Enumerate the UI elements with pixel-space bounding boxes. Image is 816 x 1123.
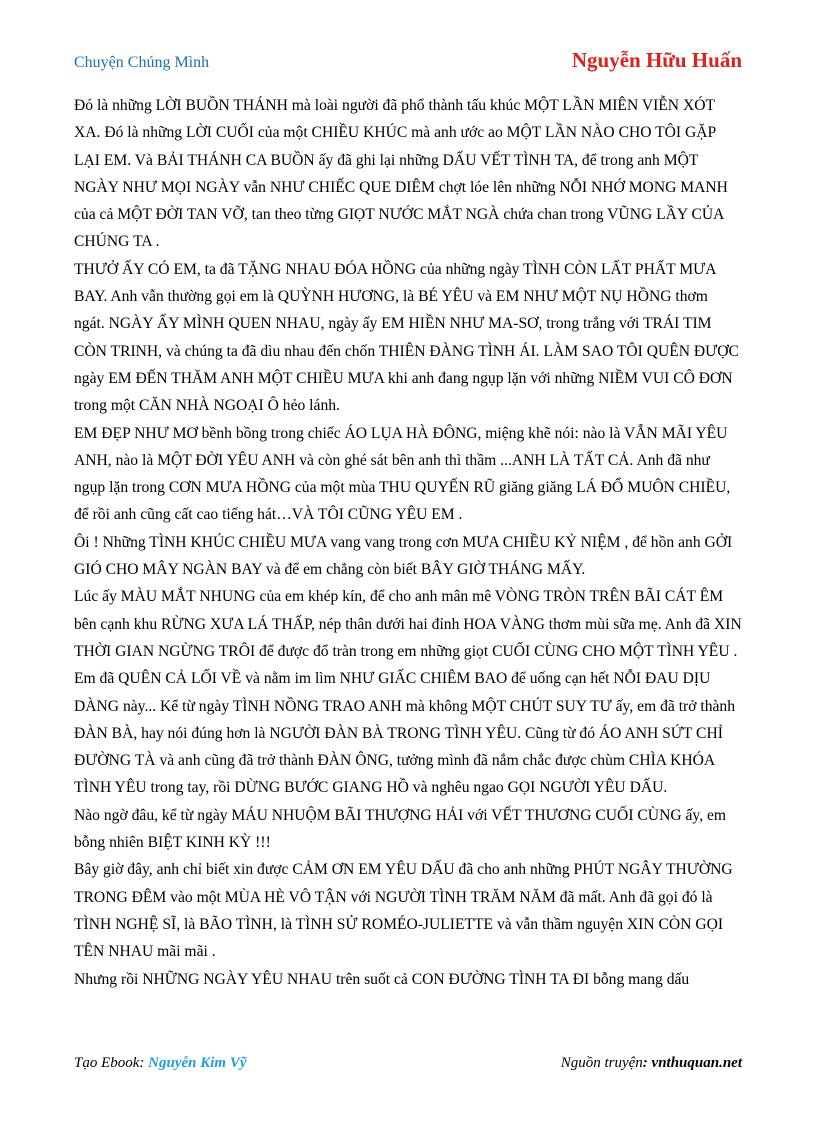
source-credit — [561, 1055, 742, 1072]
source-site: vnthuquan.net — [651, 1055, 742, 1071]
paragraph-6: Nào ngờ đâu, kể từ ngày MÁU NHUỘM BÃI THƯỢNG HẢI với VẾT THƯƠNG CUỐI CÙNG ấy, em bỗng nhiên BIỆT KINH KỲ !!! — [74, 806, 727, 852]
page-header — [74, 48, 742, 78]
page-footer — [74, 1055, 742, 1079]
paragraph-5: Lúc ấy MÀU MẮT NHUNG của em khép kín, để cho anh mân mê VÒNG TRÒN TRÊN BÃI CÁT ÊM bên cạnh khu RỪNG XƯA LÁ THẤP, nép thân dưới hai đỉnh HOA VÀNG thơm mùi sữa mẹ. Anh đã XIN THỜI GIAN NGỪNG TRÔI để được đổ tràn trong em những giọt CUỐI CÙNG CHO MỘT TÌNH YÊU . Em đã QUÊN CẢ LỐI VỀ và nằm im lìm NHƯ GIẤC CHIÊM BAO để uống cạn hết NỖI ĐAU DỊU DÀNG này... Kể từ ngày TÌNH NỒNG TRAO ANH mà không MỘT CHÚT SUY TƯ ấy, em đã trở thành ĐÀN BÀ, hay nói đúng hơn là NGƯỜI ĐÀN BÀ TRONG TÌNH YÊU. Cũng từ đó ÁO ANH SỨT CHỈ ĐƯỜNG TÀ và anh cũng đã trở thành ĐÀN ÔNG, tưởng mình đã nắm chắc được chùm CHÌA KHÓA TÌNH YÊU trong tay, rồi DỪNG BƯỚC GIANG HỒ và nghêu ngao GỌI NGƯỜI YÊU DẤU. — [74, 588, 742, 797]
ebook-credit — [74, 1055, 247, 1072]
ebook-credit-label: Tạo Ebook — [74, 1055, 140, 1071]
source-credit-separator: : — [642, 1055, 652, 1071]
paragraph-7: Bây giờ đây, anh chỉ biết xin được CẢM ƠN EM YÊU DẤU đã cho anh những PHÚT NGÂY THƯỜNG TRONG ĐÊM vào một MÙA HÈ VÔ TẬN với NGƯỜI TÌNH TRĂM NĂM đã mất. Anh đã gọi đó là TÌNH NGHỆ SĨ, là BÃO TÌNH, là TÌNH SỬ ROMÉO-JULIETTE và vẫn thầm nguyện XIN CÒN GỌI TÊN NHAU mãi mãi . — [74, 861, 733, 961]
author-name: Nguyễn Hữu Huấn — [571, 48, 742, 72]
paragraph-3: EM ĐẸP NHƯ MƠ bềnh bồng trong chiếc ÁO LỤA HÀ ĐÔNG, miệng khẽ nói: nào là VẪN MÃI YÊU ANH, nào là MỘT ĐỜI YÊU ANH và còn ghé sát bên anh thì thầm ...ANH LÀ TẤT CẢ. Anh đã như ngụp lặn trong CƠN MƯA HỒNG của một mùa THU QUYẾN RŨ giăng giăng LÁ ĐỔ MUÔN CHIỀU, để rồi anh cũng cất cao tiếng hát…VÀ TÔI CŨNG YÊU EM . — [74, 424, 731, 524]
source-credit-label: Nguồn truyện — [560, 1055, 643, 1071]
paragraph-1: Đó là những LỜI BUỒN THÁNH mà loài người đã phổ thành tấu khúc MỘT LẦN MIÊN VIỄN XÓT XA. Đó là những LỜI CUỐI của một CHIỀU KHÚC mà anh ước ao MỘT LẦN NÀO CHO TÔI GẶP LẠI EM. Và BẢI THÁNH CA BUỒN ấy đã ghi lại những DẤU VẾT TÌNH TA, để trong anh MỘT NGÀY NHƯ MỌI NGÀY vẫn NHƯ CHIẾC QUE DIÊM chợt lóe lên những NỖI NHỚ MONG MANH của cả MỘT ĐỜI TAN VỠ, tan theo từng GIỌT NƯỚC MẮT NGÀ chứa chan trong VŨNG LẦY CỦA CHÚNG TA . — [74, 97, 728, 251]
paragraph-8: Nhưng rồi NHỮNG NGÀY YÊU NHAU trên suốt cả CON ĐƯỜNG TÌNH TA ĐI bỗng mang dấu — [74, 970, 690, 988]
page-body — [74, 92, 742, 993]
book-title: Chuyện Chúng Mình — [74, 54, 210, 71]
paragraph-2: THƯỞ ẤY CÓ EM, ta đã TẶNG NHAU ĐÓA HỒNG của những ngày TÌNH CÒN LẤT PHẤT MƯA BAY. Anh vẫn thường gọi em là QUỲNH HƯƠNG, là BÉ YÊU và EM NHƯ MỘT NỤ HỒNG thơm ngát. NGÀY ẤY MÌNH QUEN NHAU, ngày ấy EM HIỀN NHƯ MA-SƠ, trong trắng với TRÁI TIM CÒN TRINH, và chúng ta đã dìu nhau đến chốn THIÊN ĐÀNG TÌNH ÁI. LÀM SAO TÔI QUÊN ĐƯỢC ngày EM ĐẾN THĂM ANH MỘT CHIỀU MƯA khi anh đang ngụp lặn với những NIỀM VUI CÔ ĐƠN trong một CĂN NHÀ NGOẠI Ô hẻo lánh. — [74, 260, 739, 415]
ebook-creator-name: Nguyễn Kim Vỹ — [148, 1055, 247, 1071]
paragraph-4: Ôi ! Những TÌNH KHÚC CHIỀU MƯA vang vang trong cơn MƯA CHIỀU KỶ NIỆM , để hồn anh GỞI GIÓ CHO MÂY NGÀN BAY và để em chẳng còn biết BÂY GIỜ THÁNG MẤY. — [74, 533, 733, 579]
ebook-credit-separator: : — [139, 1055, 149, 1071]
